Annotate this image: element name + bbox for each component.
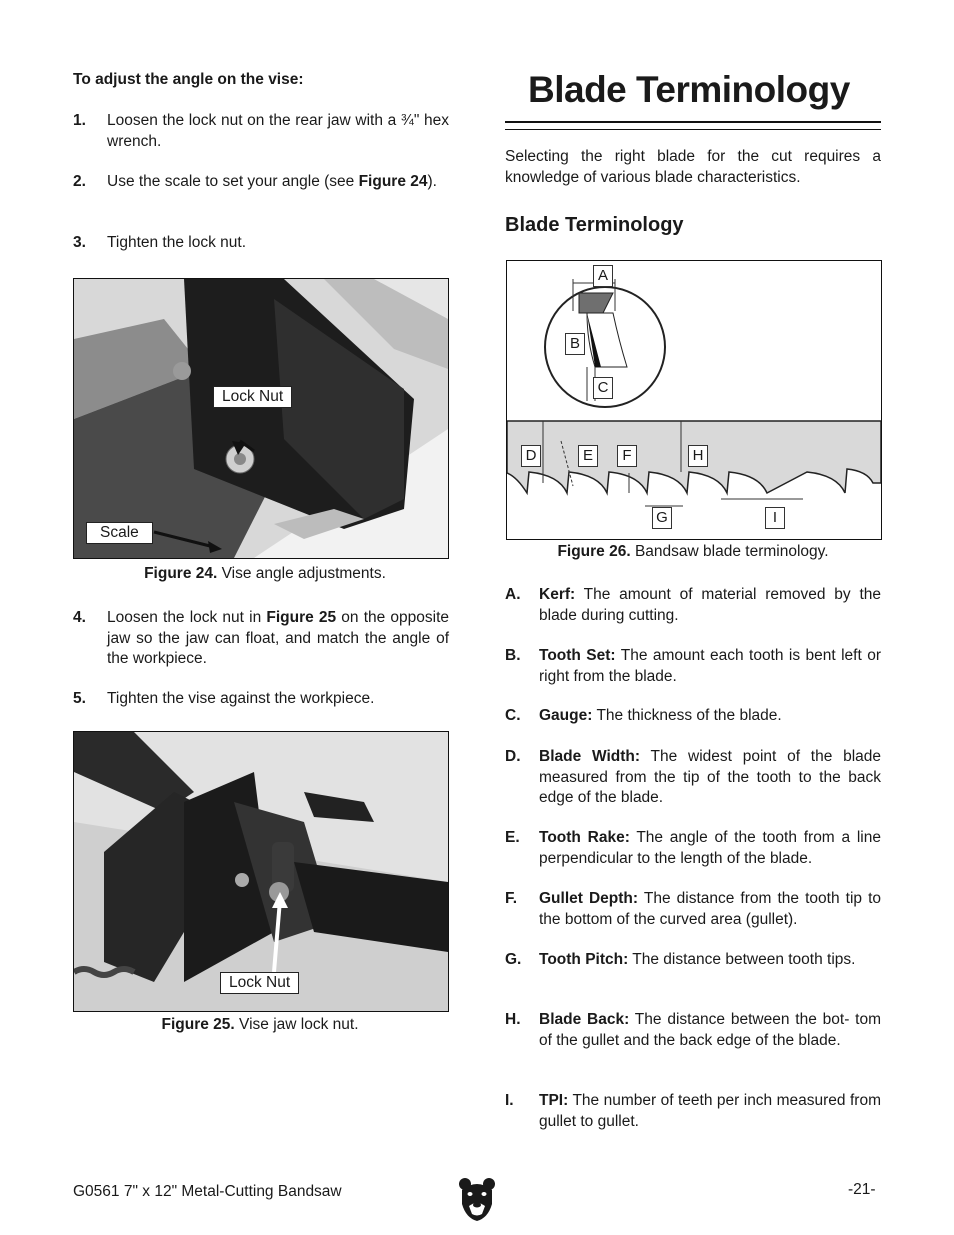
- term-tooth-pitch: G. Tooth Pitch: The distance between tooth tips.: [505, 951, 856, 968]
- step-number: 1.: [73, 112, 86, 129]
- title-rule-thin: [505, 129, 881, 130]
- label-b: B: [565, 333, 585, 355]
- label-a: A: [593, 265, 613, 287]
- step-text: Loosen the lock nut in Figure 25 on the opposite jaw so the jaw can float, and match the angle of the workpiece.: [107, 609, 450, 667]
- step-number: 2.: [73, 173, 86, 190]
- step-4: [73, 608, 449, 670]
- bear-logo-icon: [458, 1176, 496, 1222]
- scale-callout: Scale: [86, 522, 153, 544]
- intro-paragraph: Selecting the right blade for the cut requires a knowledge of various blade characteristics.: [505, 148, 881, 186]
- blade-diagram-icon: [507, 261, 881, 539]
- label-f: F: [617, 445, 637, 467]
- label-e: E: [578, 445, 598, 467]
- title-rule: [505, 121, 881, 123]
- step-5: [73, 689, 449, 710]
- figure-ref: Figure 24: [358, 173, 428, 190]
- figure-24-photo: [73, 278, 449, 559]
- term-blade-width: D. Blade Width: The widest point of the blade measured from the tip of the tooth to the back edge of the blade.: [505, 748, 882, 806]
- term-kerf: A. Kerf: The amount of material removed by the blade during cutting.: [505, 586, 881, 624]
- term-tooth-set: B. Tooth Set: The amount each tooth is bent left or right from the blade.: [505, 647, 881, 685]
- page-number: -21-: [848, 1181, 876, 1198]
- figure-26-diagram: [506, 260, 882, 540]
- step-text: Tighten the vise against the workpiece.: [107, 690, 375, 707]
- term-gullet-depth: F. Gullet Depth: The distance from the tooth tip to the bottom of the curved area (gullet).: [505, 890, 881, 928]
- label-c: C: [593, 377, 613, 399]
- label-d: D: [521, 445, 541, 467]
- term-tpi: I. TPI: The number of teeth per inch measured from gullet to gullet.: [505, 1092, 881, 1130]
- figure-25-caption: Figure 25. Vise jaw lock nut.: [161, 1016, 359, 1033]
- label-g: G: [652, 507, 672, 529]
- step-1: [73, 111, 449, 152]
- term-gauge: C. Gauge: The thickness of the blade.: [505, 707, 782, 724]
- step-number: 5.: [73, 690, 86, 707]
- vise-photo-icon: [74, 279, 448, 558]
- lock-nut-callout: Lock Nut: [220, 972, 299, 994]
- lock-nut-callout: Lock Nut: [213, 386, 292, 408]
- figure-26-caption: Figure 26. Bandsaw blade terminology.: [557, 543, 829, 560]
- page-title: Blade Terminology: [528, 69, 850, 110]
- sub-heading: Blade Terminology: [505, 214, 684, 236]
- step-text: Tighten the lock nut.: [107, 234, 247, 251]
- figure-24-caption: Figure 24. Vise angle adjustments.: [144, 565, 386, 582]
- step-number: 3.: [73, 234, 86, 251]
- label-h: H: [688, 445, 708, 467]
- section-heading: To adjust the angle on the vise:: [73, 71, 304, 88]
- figure-ref: Figure 25: [266, 609, 337, 626]
- term-blade-back: H. Blade Back: The distance between the bot- tom of the gullet and the back edge of the blade.: [505, 1011, 882, 1049]
- step-text: Use the scale to set your angle (see Figure 24).: [107, 173, 437, 190]
- step-2: [73, 172, 449, 193]
- vise-jaw-photo-icon: [74, 732, 448, 1011]
- footer-model: G0561 7" x 12" Metal-Cutting Bandsaw: [73, 1183, 342, 1200]
- step-text: Loosen the lock nut on the rear jaw with a ¾" hex wrench.: [107, 112, 449, 150]
- figure-25-photo: [73, 731, 449, 1012]
- term-tooth-rake: E. Tooth Rake: The angle of the tooth from a line perpendicular to the length of the blade.: [505, 829, 881, 867]
- step-number: 4.: [73, 609, 86, 626]
- step-3: [73, 233, 449, 254]
- label-i: I: [765, 507, 785, 529]
